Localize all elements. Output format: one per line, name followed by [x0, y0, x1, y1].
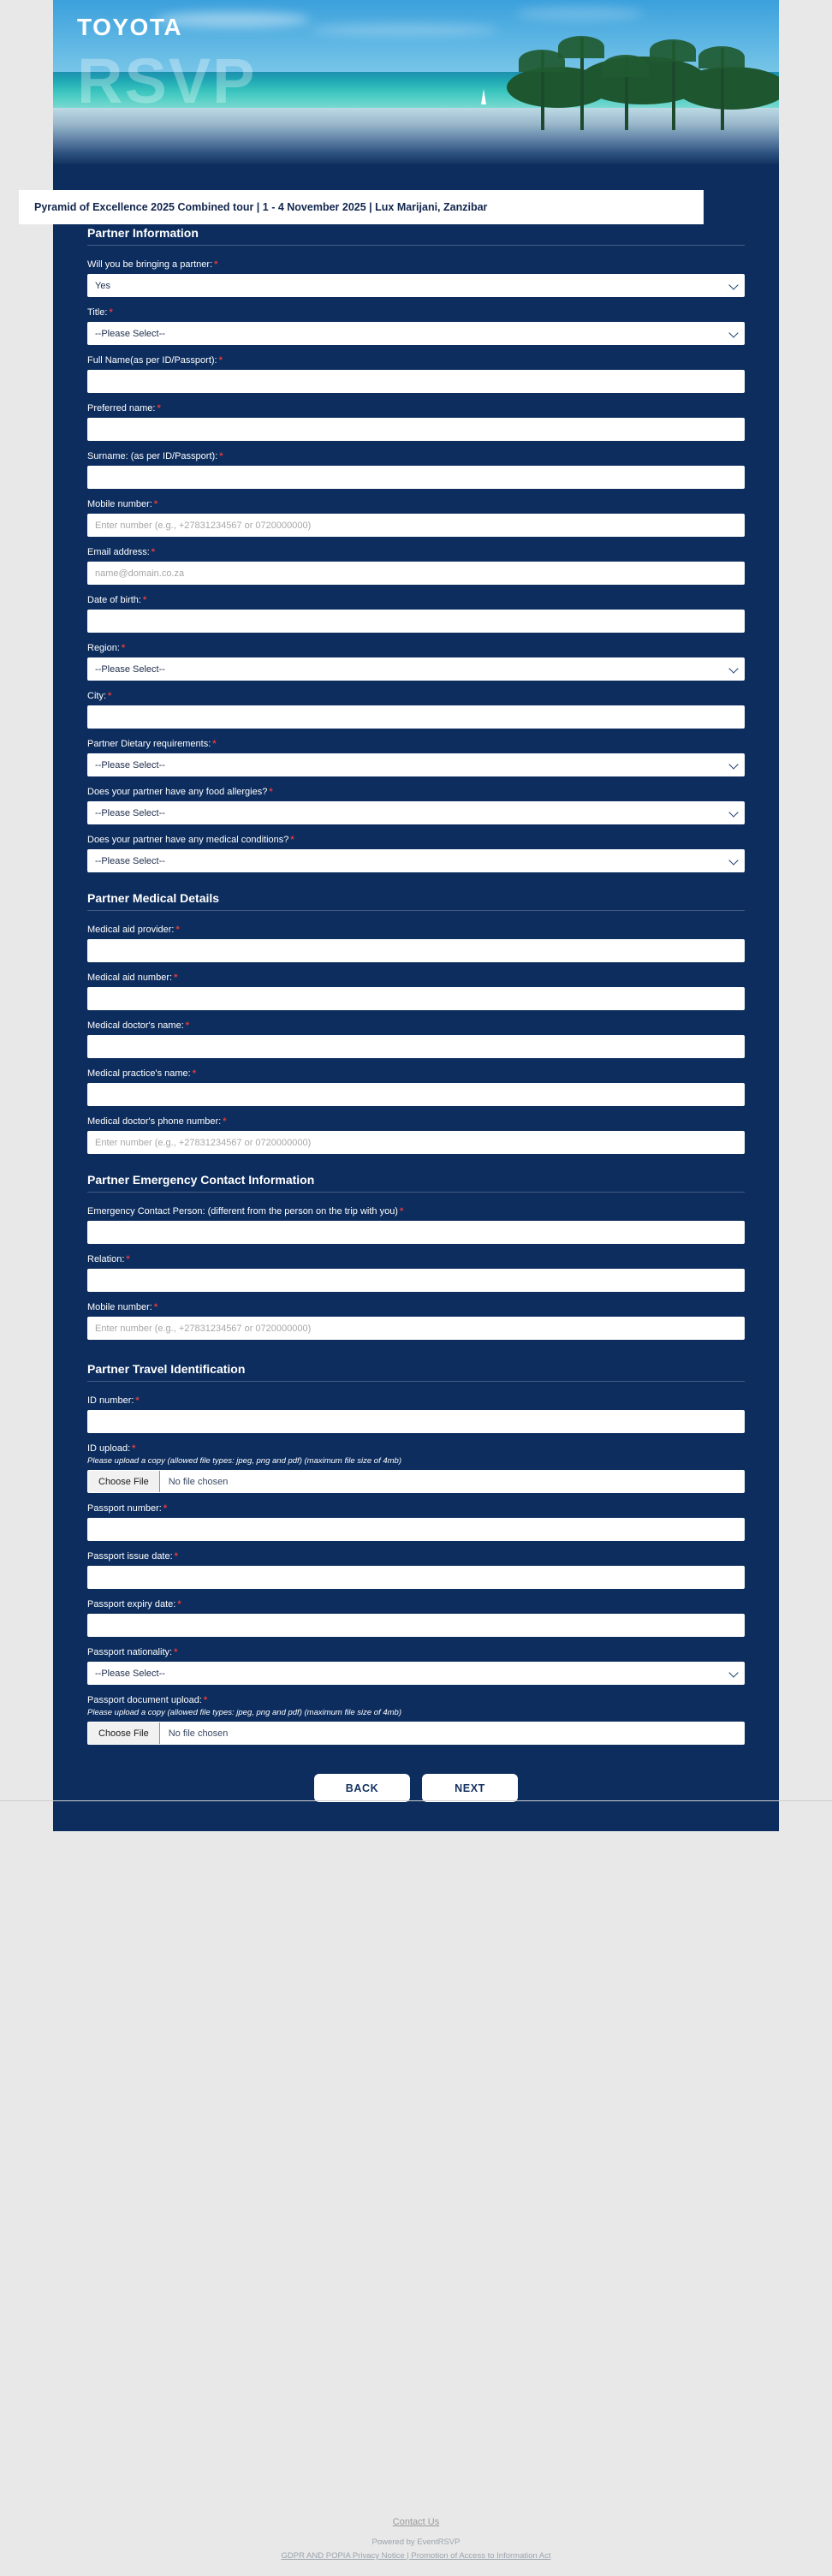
field-surname — [87, 451, 745, 489]
input-id-number[interactable] — [87, 1410, 745, 1433]
required-asterisk: * — [290, 835, 294, 845]
label-bringing-partner: Will you be bringing a partner: * — [87, 259, 218, 270]
required-asterisk: * — [174, 973, 178, 983]
input-emergency-contact-person[interactable] — [87, 1221, 745, 1244]
label-passport-upload: Passport document upload: * — [87, 1695, 208, 1705]
input-medical-aid-provider[interactable] — [87, 939, 745, 962]
label-city: City: * — [87, 691, 112, 701]
field-practice-name — [87, 1068, 745, 1106]
field-email-address — [87, 547, 745, 585]
required-asterisk: * — [203, 1695, 208, 1705]
scroll-seam-artifact — [0, 1800, 832, 1801]
field-doctor-name — [87, 1020, 745, 1058]
label-dietary: Partner Dietary requirements: * — [87, 739, 217, 749]
choose-file-button[interactable]: Choose File — [88, 1722, 160, 1744]
select-dietary[interactable] — [87, 753, 745, 776]
required-asterisk: * — [192, 1068, 196, 1079]
input-practice-name[interactable] — [87, 1083, 745, 1106]
field-region — [87, 643, 745, 681]
field-relation — [87, 1254, 745, 1292]
label-medical-conditions: Does your partner have any medical conditions? * — [87, 835, 294, 845]
field-date-of-birth — [87, 595, 745, 633]
required-asterisk: * — [135, 1395, 140, 1406]
label-passport-nationality: Passport nationality: * — [87, 1647, 178, 1657]
section-title-partner-information: Partner Information — [87, 226, 199, 240]
required-asterisk: * — [212, 739, 217, 749]
contact-us-link[interactable]: Contact Us — [392, 2517, 440, 2527]
field-food-allergies — [87, 787, 745, 824]
field-title — [87, 307, 745, 345]
label-passport-number: Passport number: * — [87, 1503, 168, 1514]
legal-links[interactable]: GDPR AND POPIA Privacy Notice | Promotion of Access to Information Act — [281, 2551, 551, 2561]
event-title-bar — [19, 190, 704, 224]
field-doctor-phone — [87, 1116, 745, 1154]
select-medical-conditions[interactable] — [87, 849, 745, 872]
input-doctor-name[interactable] — [87, 1035, 745, 1058]
palm-trees-decoration — [496, 19, 779, 130]
field-bringing-partner — [87, 259, 745, 297]
form-shell — [53, 0, 779, 1831]
field-dietary — [87, 739, 745, 776]
field-city — [87, 691, 745, 729]
input-relation[interactable] — [87, 1269, 745, 1292]
field-passport-expiry-date — [87, 1599, 745, 1637]
sailboat-decoration — [481, 89, 486, 104]
file-input-id-upload[interactable] — [87, 1470, 745, 1493]
label-mobile-number: Mobile number: * — [87, 499, 158, 509]
input-passport-expiry-date[interactable] — [87, 1614, 745, 1637]
section-title-partner-emergency: Partner Emergency Contact Information — [87, 1173, 315, 1187]
next-button[interactable]: NEXT — [422, 1774, 518, 1802]
input-passport-issue-date[interactable] — [87, 1566, 745, 1589]
field-id-upload — [87, 1443, 745, 1493]
required-asterisk: * — [153, 499, 158, 509]
label-doctor-phone: Medical doctor's phone number: * — [87, 1116, 227, 1127]
section-divider — [87, 245, 745, 246]
required-asterisk: * — [142, 595, 147, 605]
label-email-address: Email address: * — [87, 547, 156, 557]
passport-upload-hint: Please upload a copy (allowed file types: jpeg, png and pdf) (maximum file size of 4mb) — [87, 1708, 401, 1717]
page-footer — [0, 2496, 832, 2576]
form-navigation — [87, 1755, 745, 1831]
toyota-logo: TOYOTA — [77, 14, 183, 40]
required-asterisk: * — [157, 403, 161, 413]
input-emergency-mobile[interactable] — [87, 1317, 745, 1340]
label-medical-aid-provider: Medical aid provider: * — [87, 925, 180, 935]
required-asterisk: * — [151, 547, 156, 557]
file-input-passport-upload[interactable] — [87, 1722, 745, 1745]
label-surname: Surname: (as per ID/Passport): * — [87, 451, 223, 461]
required-asterisk: * — [218, 355, 223, 366]
required-asterisk: * — [185, 1020, 190, 1031]
required-asterisk: * — [126, 1254, 130, 1264]
required-asterisk: * — [399, 1206, 404, 1217]
field-preferred-name — [87, 403, 745, 441]
required-asterisk: * — [269, 787, 273, 797]
field-medical-conditions — [87, 835, 745, 872]
section-title-partner-travel: Partner Travel Identification — [87, 1362, 246, 1376]
select-bringing-partner[interactable] — [87, 274, 745, 297]
input-full-name[interactable] — [87, 370, 745, 393]
select-region[interactable] — [87, 657, 745, 681]
form-body — [53, 164, 779, 1831]
id-upload-hint: Please upload a copy (allowed file types: jpeg, png and pdf) (maximum file size of 4mb) — [87, 1456, 401, 1466]
field-mobile-number — [87, 499, 745, 537]
label-passport-issue-date: Passport issue date: * — [87, 1551, 178, 1562]
label-doctor-name: Medical doctor's name: * — [87, 1020, 190, 1031]
required-asterisk: * — [153, 1302, 158, 1312]
section-divider — [87, 910, 745, 911]
field-id-number — [87, 1395, 745, 1433]
section-divider — [87, 1381, 745, 1382]
required-asterisk: * — [132, 1443, 136, 1454]
required-asterisk: * — [175, 925, 180, 935]
required-asterisk: * — [163, 1503, 168, 1514]
field-medical-aid-number — [87, 973, 745, 1010]
section-divider — [87, 1192, 745, 1193]
required-asterisk: * — [214, 259, 218, 270]
event-title-text: Pyramid of Excellence 2025 Combined tour | 1 - 4 November 2025 | Lux Marijani, Zanzibar — [34, 201, 488, 213]
rsvp-watermark: RSVP — [77, 45, 257, 116]
input-surname[interactable] — [87, 466, 745, 489]
input-mobile-number[interactable] — [87, 514, 745, 537]
field-passport-number — [87, 1503, 745, 1541]
back-button[interactable]: BACK — [314, 1774, 410, 1802]
select-title[interactable] — [87, 322, 745, 345]
input-email-address[interactable] — [87, 562, 745, 585]
label-relation: Relation: * — [87, 1254, 130, 1264]
input-city[interactable] — [87, 705, 745, 729]
field-passport-nationality — [87, 1647, 745, 1685]
input-medical-aid-number[interactable] — [87, 987, 745, 1010]
cloud-decoration — [310, 24, 498, 36]
required-asterisk: * — [219, 451, 223, 461]
field-emergency-contact-person — [87, 1206, 745, 1244]
file-status-text: No file chosen — [168, 1728, 229, 1739]
label-medical-aid-number: Medical aid number: * — [87, 973, 178, 983]
file-status-text: No file chosen — [168, 1476, 229, 1487]
label-preferred-name: Preferred name: * — [87, 403, 161, 413]
input-date-of-birth[interactable] — [87, 610, 745, 633]
label-full-name: Full Name(as per ID/Passport): * — [87, 355, 223, 366]
required-asterisk: * — [174, 1647, 178, 1657]
required-asterisk: * — [108, 691, 112, 701]
required-asterisk: * — [223, 1116, 227, 1127]
label-emergency-contact-person: Emergency Contact Person: (different from the person on the trip with you) * — [87, 1206, 404, 1217]
field-medical-aid-provider — [87, 925, 745, 962]
label-practice-name: Medical practice's name: * — [87, 1068, 196, 1079]
input-preferred-name[interactable] — [87, 418, 745, 441]
input-doctor-phone[interactable] — [87, 1131, 745, 1154]
required-asterisk: * — [121, 643, 126, 653]
required-asterisk: * — [174, 1551, 178, 1562]
label-title: Title: * — [87, 307, 113, 318]
field-full-name — [87, 355, 745, 393]
label-date-of-birth: Date of birth: * — [87, 595, 147, 605]
powered-by-text: Powered by EventRSVP — [371, 2537, 461, 2547]
label-id-upload: ID upload: * — [87, 1443, 136, 1454]
field-passport-issue-date — [87, 1551, 745, 1589]
label-id-number: ID number: * — [87, 1395, 140, 1406]
select-food-allergies[interactable] — [87, 801, 745, 824]
required-asterisk: * — [109, 307, 113, 318]
choose-file-button[interactable]: Choose File — [88, 1471, 160, 1492]
label-region: Region: * — [87, 643, 126, 653]
hero-banner — [53, 0, 779, 164]
label-passport-expiry-date: Passport expiry date: * — [87, 1599, 181, 1609]
required-asterisk: * — [177, 1599, 181, 1609]
input-passport-number[interactable] — [87, 1518, 745, 1541]
field-passport-upload — [87, 1695, 745, 1745]
label-food-allergies: Does your partner have any food allergies? * — [87, 787, 273, 797]
field-emergency-mobile — [87, 1302, 745, 1340]
section-title-partner-medical: Partner Medical Details — [87, 891, 220, 905]
label-emergency-mobile: Mobile number: * — [87, 1302, 158, 1312]
select-passport-nationality[interactable] — [87, 1662, 745, 1685]
